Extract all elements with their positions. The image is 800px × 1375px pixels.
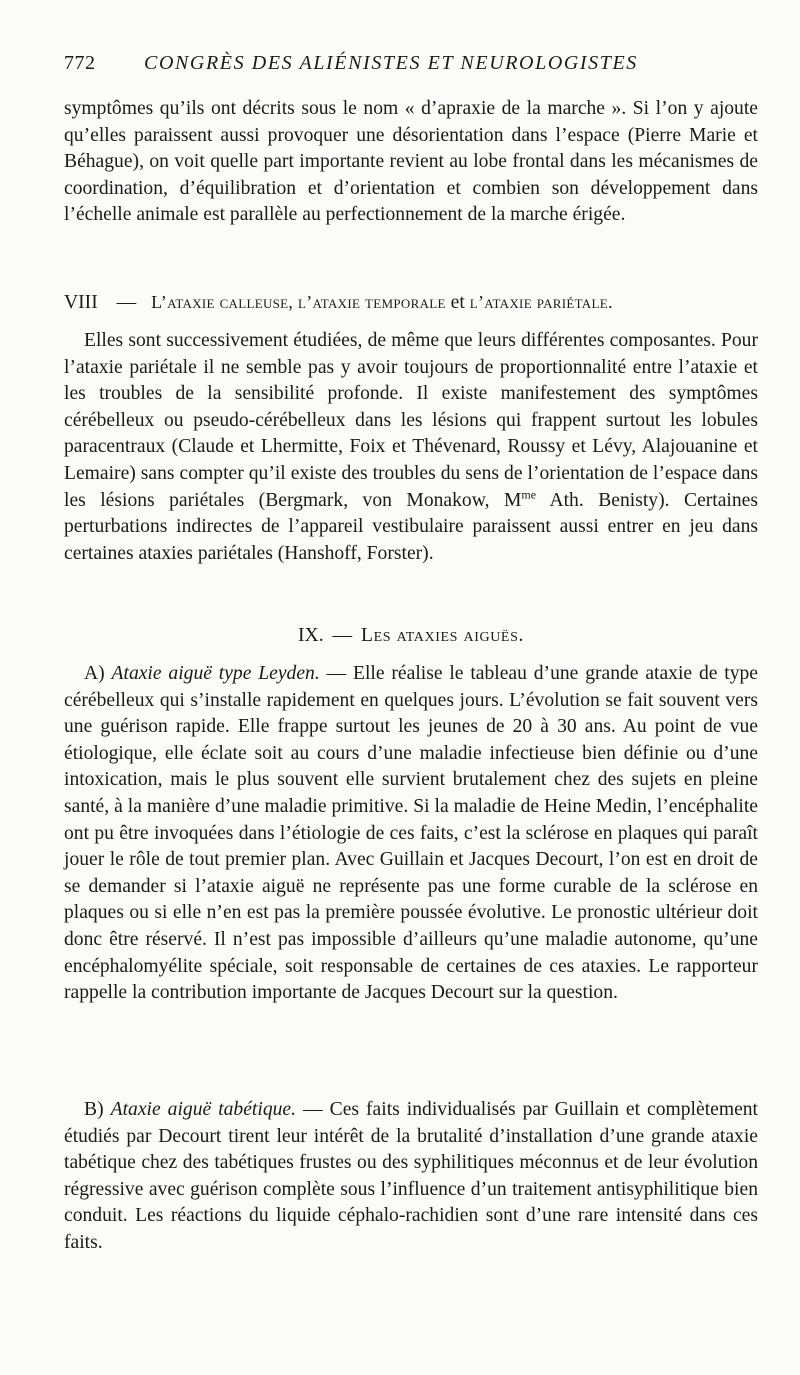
section-title-part-b: l’ataxie pariétale. — [469, 292, 613, 312]
section-heading-viii — [64, 289, 758, 316]
section-viii-body — [64, 328, 758, 567]
paragraph-text-b: Ath. Benisty). Certaines perturbations indirectes de l’appareil vestibulaire paraissent aussi entrer en jeu dans certaines ataxies pariétales (Hanshoff, Forster). — [64, 489, 758, 564]
subsection-dash: — — [303, 1099, 323, 1120]
intro-paragraph: symptômes qu’ils ont décrits sous le nom « d’apraxie de la marche ». Si l’on y ajoute qu’elles paraissent aussi provoquer une désorientation dans l’espace (Pierre Marie et Béhague), on voit quelle part importante revient au lobe frontal dans les mécanismes de coordination, d’équilibration et d’orientation et combien son développement dans l’échelle animale est parallèle au perfectionnement de la marche érigée. — [64, 98, 758, 226]
superscript-me: me — [521, 487, 537, 502]
section-conjunction: et — [450, 292, 465, 313]
subsection-heading: Ataxie aiguë tabétique. — [110, 1099, 297, 1120]
subsection-heading: Ataxie aiguë type Leyden. — [111, 663, 320, 684]
subsection-text: Elle réalise le tableau d’une grande ataxie de type cérébelleux qui s’installe rapidement en quelques jours. L’évolution se fait souvent vers une guérison rapide. Elle frappe surtout les jeunes de 20 à 30 ans. Au point de vue étiologique, elle éclate soit au cours d’une maladie infectieuse bien définie ou d’une intoxication, mais le plus souvent elle survient brutalement chez des sujets en pleine santé, à la manière d’une maladie primitive. Si la maladie de Heine Medin, l’encéphalite ont pu être invoquées dans l’étiologie de ces faits, c’est la sclérose en plaques qui paraît jouer le rôle de tout premier plan. Avec Guillain et Jacques Decourt, l’on est en droit de se demander si l’ataxie aiguë ne représente pas une forme curable de la sclérose en plaques ou si elle n’en est pas la première poussée évolutive. Le pronostic ultérieur doit donc être réservé. Il n’est pas impossible d’ailleurs qu’une maladie autonome, qu’une encéphalomyélite spéciale, soit responsable de certaines de ces ataxies. Le rapporteur rappelle la contribution importante de Jacques Decourt sur la question. — [64, 663, 759, 1004]
subsection-text: Ces faits individualisés par Guillain et complètement étudiés par Decourt tirent leur intérêt de la brutalité d’installation d’une grande ataxie tabétique chez des tabétiques frustes ou des syphilitiques méconnus et de leur évolution régressive avec guérison complète sous l’influence d’un traitement antisyphilitique bien conduit. Les réactions du liquide céphalo-rachidien sont d’une rare intensité dans ces faits. — [64, 1099, 759, 1253]
section-number: IX. — [298, 625, 324, 646]
section-heading-ix — [64, 623, 758, 649]
section-number: VIII — [64, 292, 98, 313]
paragraph-text-a: Elles sont successivement étudiées, de même que leurs différentes composantes. Pour l’ataxie pariétale il ne semble pas y avoir toujours de proportionnalité entre l’ataxie et les troubles de la sensibilité profonde. Il existe manifestement des symptômes cérébelleux ou pseudo-cérébelleux dans les lésions qui frappent surtout les lobules paracentraux (Claude et Lhermitte, Foix et Thévenard, Roussy et Lévy, Alajouanine et Lemaire) sans compter qu’il existe des troubles du sens de l’orientation de l’espace dans les lésions pariétales (Bergmark, von Monakow, M — [64, 330, 758, 511]
section-title: Les ataxies aiguës. — [361, 625, 524, 646]
running-header — [64, 52, 762, 80]
section-title-part-a: L’ataxie calleuse, l’ataxie temporale — [151, 292, 446, 312]
subsection-b-paragraph — [64, 1097, 758, 1257]
section-dash: — — [116, 292, 137, 313]
section-ix-b-body — [64, 1097, 758, 1257]
running-title: CONGRÈS DES ALIÉNISTES ET NEUROLOGISTES — [144, 52, 638, 74]
page-number: 772 — [64, 52, 96, 74]
subsection-label: A) — [84, 663, 105, 684]
intro-paragraph-block — [64, 96, 758, 229]
subsection-dash: — — [326, 663, 347, 684]
section-viii-paragraph — [64, 328, 758, 567]
section-dash: — — [332, 625, 353, 646]
section-ix-a-body — [64, 661, 758, 1007]
subsection-a-paragraph — [64, 661, 758, 1007]
subsection-label: B) — [84, 1099, 104, 1120]
